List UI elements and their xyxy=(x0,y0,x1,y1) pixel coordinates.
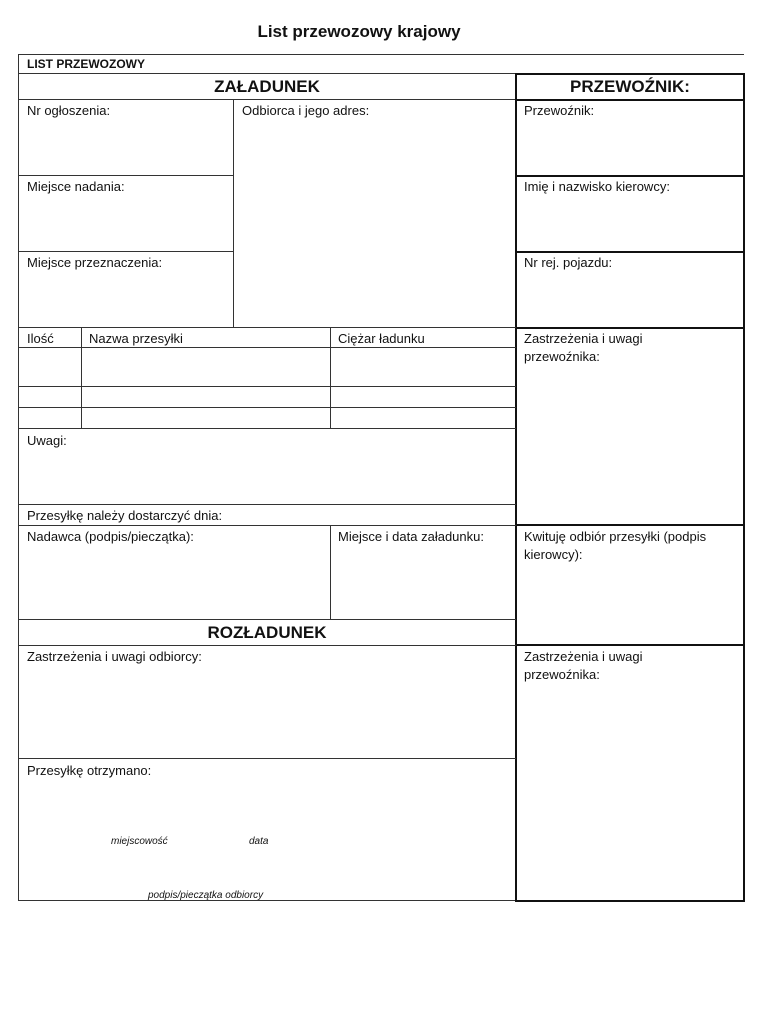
carrier-divider-4 xyxy=(515,524,745,526)
table-bottom xyxy=(18,428,516,429)
recipient-address-label: Odbiorca i jego adres: xyxy=(242,103,370,118)
col-weight-header: Ciężar ładunku xyxy=(338,331,425,346)
loading-heading: ZAŁADUNEK xyxy=(214,77,320,96)
carrier-remarks-label-2: przewoźnika: xyxy=(524,349,600,364)
remarks-bottom xyxy=(18,504,516,505)
received-label: Przesyłkę otrzymano: xyxy=(27,763,152,778)
carrier-remarks2-label-1: Zastrzeżenia i uwagi xyxy=(524,649,643,664)
page-title: List przewozowy krajowy xyxy=(257,22,461,41)
recipient-signature-caption: podpis/pieczątka odbiorcy xyxy=(148,890,264,901)
label-divider xyxy=(18,73,516,74)
announcement-number-label: Nr ogłoszenia: xyxy=(27,103,111,118)
carrier-divider-5 xyxy=(515,644,745,646)
destination-place-label: Miejsce przeznaczenia: xyxy=(27,255,163,270)
table-row-line-2 xyxy=(18,407,516,408)
vehicle-reg-label: Nr rej. pojazdu: xyxy=(524,255,613,270)
carrier-remarks-label-1: Zastrzeżenia i uwagi xyxy=(524,331,643,346)
loading-block-bottom xyxy=(18,619,516,620)
remarks-label: Uwagi: xyxy=(27,433,67,448)
recipient-left-border xyxy=(233,99,234,327)
recipient-remarks-bottom xyxy=(18,758,516,759)
sender-divider xyxy=(330,525,331,619)
carrier-divider-3 xyxy=(515,327,745,329)
carrier-heading: PRZEWOŹNIK: xyxy=(570,77,690,96)
left-divider-2 xyxy=(18,251,233,252)
carrier-name-label: Przewoźnik: xyxy=(524,103,595,118)
delivery-date-bottom xyxy=(18,525,516,526)
dispatch-place-label: Miejsce nadania: xyxy=(27,179,125,194)
loading-heading-divider xyxy=(18,99,516,100)
driver-receipt-label-2: kierowcy): xyxy=(524,547,583,562)
carrier-remarks2-label-2: przewoźnika: xyxy=(524,667,600,682)
unloading-heading: ROZŁADUNEK xyxy=(207,623,327,642)
driver-name-label: Imię i nazwisko kierowcy: xyxy=(524,179,670,194)
carrier-heading-divider xyxy=(515,99,745,101)
carrier-divider-1 xyxy=(515,175,745,177)
form-label: LIST PRZEWOZOWY xyxy=(27,57,145,71)
frame-top-line xyxy=(18,54,744,55)
carrier-top-border xyxy=(515,73,745,75)
sender-signature-label: Nadawca (podpis/pieczątka): xyxy=(27,529,194,544)
table-row-line-1 xyxy=(18,386,516,387)
place-caption: miejscowość xyxy=(111,836,168,847)
table-col-divider-2 xyxy=(330,327,331,428)
loading-place-date-label: Miejsce i data załadunku: xyxy=(338,529,484,544)
col-name-header: Nazwa przesyłki xyxy=(89,331,183,346)
unloading-heading-divider xyxy=(18,645,516,646)
frame-left-line xyxy=(18,54,19,901)
table-header-bottom xyxy=(18,347,516,348)
carrier-left-border xyxy=(515,73,517,902)
left-divider-1 xyxy=(18,175,233,176)
date-caption: data xyxy=(249,836,269,847)
col-quantity-header: Ilość xyxy=(27,331,54,346)
carrier-divider-2 xyxy=(515,251,745,253)
table-col-divider-1 xyxy=(81,327,82,428)
driver-receipt-label-1: Kwituję odbiór przesyłki (podpis xyxy=(524,529,707,544)
recipient-remarks-label: Zastrzeżenia i uwagi odbiorcy: xyxy=(27,649,202,664)
carrier-bottom-border xyxy=(515,900,745,902)
carrier-right-border xyxy=(743,73,745,902)
upper-block-bottom xyxy=(18,327,516,328)
delivery-date-label: Przesyłkę należy dostarczyć dnia: xyxy=(27,508,223,523)
